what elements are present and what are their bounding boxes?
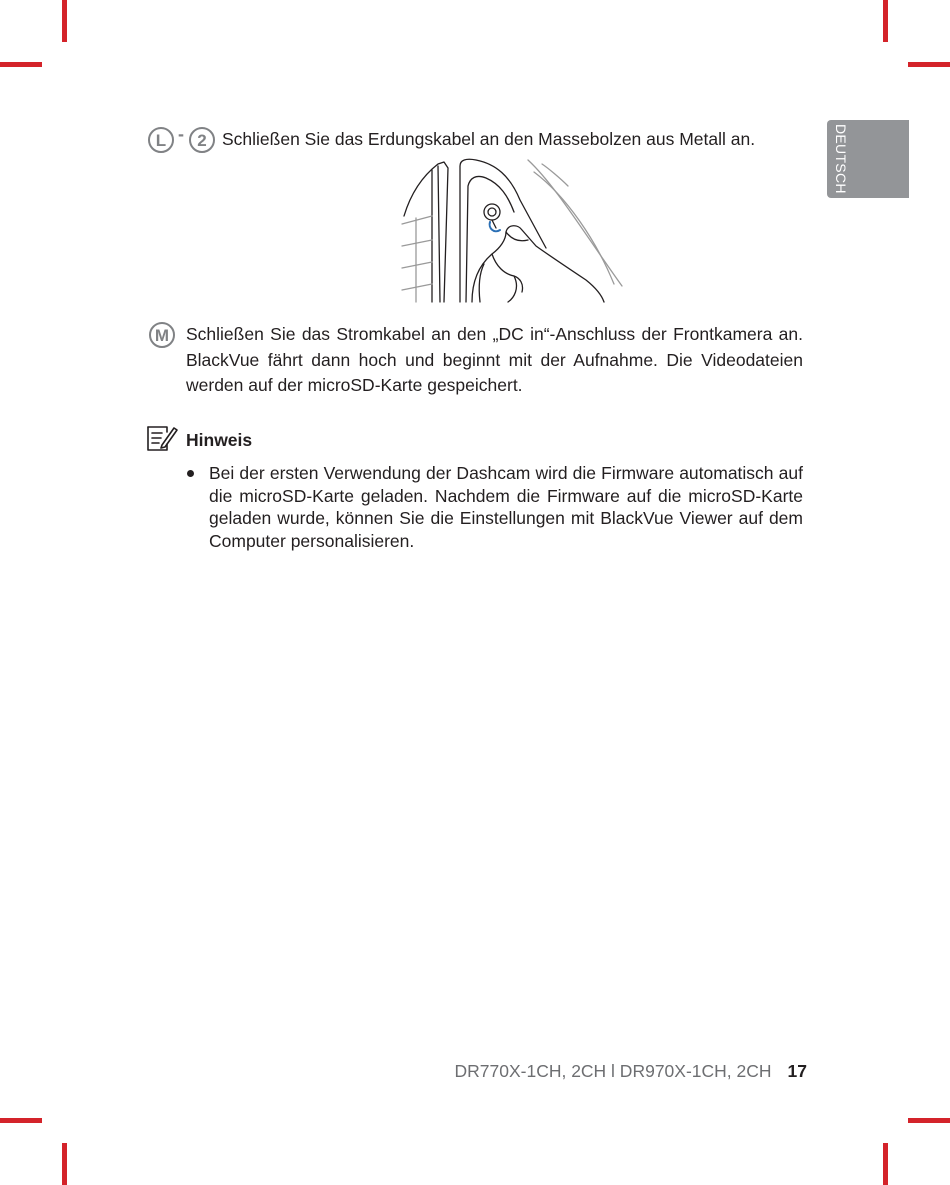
step-badge-letter-m: M: [149, 322, 175, 348]
note-title: Hinweis: [186, 430, 253, 450]
crop-mark-top-left-h: [0, 62, 42, 67]
step-l2-instruction: Schließen Sie das Erdungskabel an den Massebolzen aus Metall an.: [222, 129, 756, 149]
page-number: 17: [787, 1061, 807, 1081]
language-tab: [827, 120, 909, 198]
step-m-instruction: Schließen Sie das Stromkabel an den „DC in“-Anschluss der Frontkamera an. BlackVue fährt dann hoch und beginnt mit der Aufnahme. Die Videodateien werden auf der microSD-Karte gespeichert.: [186, 324, 803, 395]
crop-mark-bottom-right-v: [883, 1143, 888, 1185]
crop-mark-bottom-left-h: [0, 1118, 42, 1123]
crop-mark-top-left-v: [62, 0, 67, 42]
step-badge-number-2: 2: [189, 127, 215, 153]
ground-bolt-illustration: [396, 156, 628, 304]
step-badge-dash: -: [178, 124, 184, 144]
step-badge-letter-l: L: [148, 127, 174, 153]
crop-mark-bottom-left-v: [62, 1143, 67, 1185]
crop-mark-top-right-v: [883, 0, 888, 42]
note-icon: [145, 424, 179, 454]
language-tab-label: DEUTSCH: [833, 124, 849, 194]
footer-model-text: DR770X-1CH, 2CH l DR970X-1CH, 2CH: [454, 1061, 772, 1081]
note-item-text: Bei der ersten Verwendung der Dashcam wird die Firmware automatisch auf die microSD-Karte geladen. Nachdem die Firmware auf die microSD-Karte geladen wurde, können Sie die Einstellungen mit BlackVue Viewer auf dem Computer personalisieren.: [209, 463, 803, 551]
crop-mark-top-right-h: [908, 62, 950, 67]
bullet-icon: [187, 470, 194, 477]
note-list-item: [187, 462, 803, 552]
page-footer: [454, 1061, 807, 1082]
crop-mark-bottom-right-h: [908, 1118, 950, 1123]
